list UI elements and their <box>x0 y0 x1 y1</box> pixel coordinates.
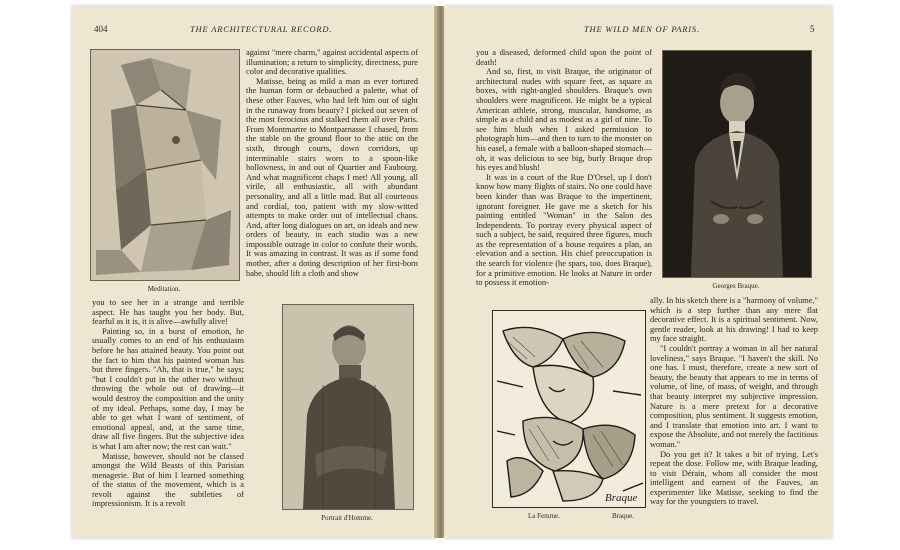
portrait-d-homme-illustration <box>282 304 414 510</box>
running-head-left: THE ARCHITECTURAL RECORD. <box>190 24 333 34</box>
paragraph: "I couldn't portray a woman in all her natural loveliness," says Braque. "I haven't the skill. No one has. I must, therefore, create a new sort of beauty, the beauty that appears to me in terms of volume, of line, of mass, of weight, and through that beauty interpret my subjective impression. Nature is a mere pretext for a decorative composition, plus sentiment. It suggests emotion, and I translate that emotion into art. I want to expose the Absolute, and not merely the factitious woman." <box>650 343 818 449</box>
paragraph: you to see her in a strange and terrible aspect. He has taught you her body. But, fearful as it is, it is alive—awfully alive! <box>92 298 244 327</box>
caption-portrait: Portrait d'Homme. <box>321 514 373 522</box>
braque-signature: Braque <box>605 492 638 504</box>
caption-la-femme: La Femme. <box>528 512 560 520</box>
caption-braque-photo: Georges Braque. <box>712 282 760 290</box>
paragraph: you a diseased, deformed child upon the point of death! <box>476 48 652 67</box>
paragraph: And so, first, to visit Braque, the originator of architectural nudes with square feet, as square as boxes, with right-angled shoulders. Braque's own shoulders were magnificent. He might be a typical American athlete, strong, muscular, handsome, as simple as a child and as modest as a girl of nine. To see him blush when I asked permission to photograph him—and then to turn to the monster on his easel, a female with a balloon-shaped stomach—oh, it was delicious to see big, burly Braque drop his eyes and blush! <box>476 67 652 173</box>
paragraph: Matisse, being as mild a man as ever tortured the human form or debauched a palette, what of these other Fauves, who had left him out of sight in the runaway from beauty? I picked out seven of the most ferocious and stalked them all over Paris. From Montmartre to Montparnasse I chased, from the stable on the ground floor to the attic on the sixth, through courts, down corridors, up interminable stairs worn to a spoon-like hollowness, in and out of Quartier and Faubourg. And what magnificent chaps I met! All young, all virile, all enthusiastic, all with abundant personality, and all a little mad. But all courteous and cordial, too, patient with my slow-witted attempts to make order out of intellectual chaos. And, after long dialogues on art, on ideals and new orders of beauty, in each studio was a new impossible outrage in color to confute their words. It was amazing in contrast. It was as if some fond mother, after a doting description of her first-born babe, should lift a cloth and show <box>246 76 418 278</box>
text-column-right-bottom <box>650 296 818 520</box>
paragraph: ally. In his sketch there is a "harmony of volume," which is a step further than any mere flat decorative effect. It is a spiritual sentiment. Now, gentle reader, look at his drawing! I had to keep my face straight. <box>650 296 818 344</box>
left-page <box>72 6 436 538</box>
paragraph: It was in a court of the Rue D'Orsel, up I don't know how many flights of stairs. No one could have been kinder than was Braque to the impertinent, ignorant foreigner. He gave me a sketch for his painting entitled "Woman" in the Salon des Independents. To portray every physical aspect of such a subject, he said, required three figures, much as the representation of a house requires a plan, an elevation and a section. His chief preoccupation is the search for violence (he spars, too, does Braque), for a primitive emotion. He looks at Nature in order to possess it emotion- <box>476 172 652 288</box>
running-head-right: THE WILD MEN OF PARIS. <box>584 24 700 34</box>
text-column-left-bottom <box>92 298 244 510</box>
paragraph: Painting so, in a burst of emotion, he usually comes to an end of his enthusiasm before he has attained beauty. You point out the fact to him that his painted woman has but three fingers. "Ah, that is true," he says; "but I couldn't put in the other two without throwing the whole out of drawing—it would destroy the composition and the unity of my ideal. Perhaps, some day, I may be able to get what I want of sentiment, of emotional appeal, and, at the same time, draw all five fingers. But the subjective idea is what I am after now; the rest can wait." <box>92 326 244 451</box>
caption-braque-credit: Braque. <box>612 512 634 520</box>
paragraph: Matisse, however, should not be classed amongst the Wild Beasts of this Parisian menagerie. But of him I learned something of the status of the movement, which is a revolt against the subtleties of impressionism. It is a revolt <box>92 451 244 509</box>
text-column-right-top <box>476 48 652 304</box>
page-number-left: 404 <box>94 24 108 34</box>
text-column-left-top <box>246 48 418 288</box>
meditation-illustration <box>90 49 240 281</box>
page-number-right: 5 <box>810 24 815 34</box>
right-page <box>444 6 832 538</box>
paragraph: Do you get it? It takes a bit of trying. Let's repeat the dose. Follow me, with Braque leading, to visit Dérain, whom all consider the most intelligent and earnest of the Fauves, an experimenter like Matisse, seeking to find the way for the youngsters to travel. <box>650 449 818 507</box>
caption-meditation: Meditation. <box>147 285 181 293</box>
la-femme-drawing <box>492 310 646 508</box>
georges-braque-photo <box>662 50 812 278</box>
paragraph: against "mere charm," against accidental aspects of illumination; a return to simplicity, directness, pure color and decorative qualities. <box>246 48 418 77</box>
